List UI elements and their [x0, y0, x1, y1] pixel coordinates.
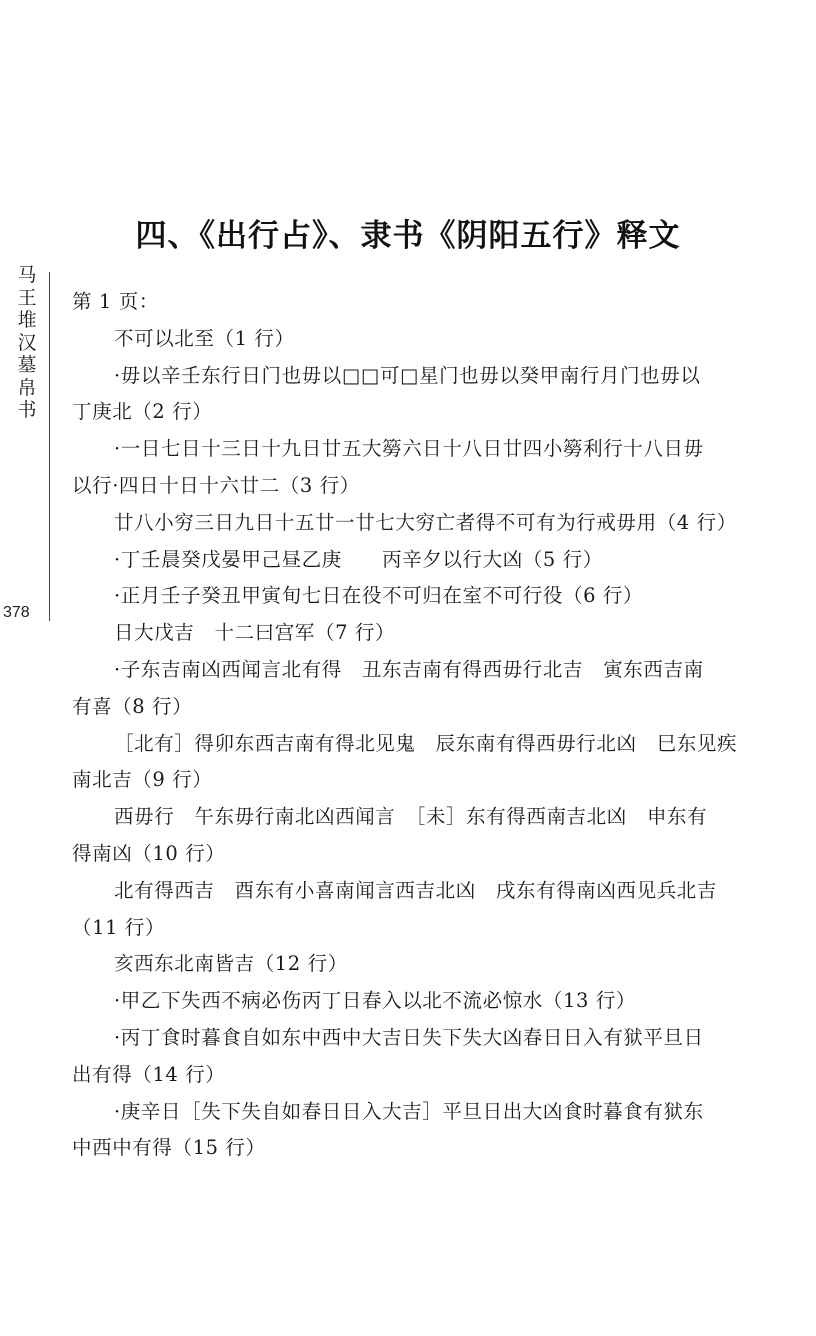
text-line: 有喜（8 行） [72, 694, 193, 718]
text-line: ·一日七日十三日十九日廿五大簩六日十八日廿四小簩利行十八日毋 [114, 437, 704, 461]
running-head-char: 书 [17, 399, 37, 421]
text-line: ·丁壬晨癸戊晏甲己昼乙庚 丙辛夕以行大凶（5 行） [114, 547, 603, 571]
section-title: 四、《出行占》、隶书《阴阳五行》释文 [135, 218, 681, 254]
text-line: ·庚辛日［失下失自如春日日入大吉］平旦日出大凶食时暮食有狱东 [114, 1099, 704, 1123]
text-line: 北有得西吉 酉东有小喜南闻言西吉北凶 戌东有得南凶西见兵北吉 [114, 878, 718, 902]
page-number: 378 [3, 604, 30, 621]
text-line: ·毋以辛壬东行日门也毋以□□可□星门也毋以癸甲南行月门也毋以 [114, 363, 701, 387]
running-head-char: 帛 [17, 376, 37, 399]
text-line: 不可以北至（1 行） [114, 326, 295, 350]
text-line: 以行·四日十日十六廿二（3 行） [72, 473, 360, 497]
text-line: 西毋行 午东毋行南北凶西闻言 ［未］东有得西南吉北凶 申东有 [114, 805, 708, 829]
text-line: 丁庚北（2 行） [72, 400, 213, 424]
text-line: ·正月壬子癸丑甲寅旬七日在役不可归在室不可行役（6 行） [114, 584, 644, 608]
text-line: 出有得（14 行） [72, 1062, 226, 1086]
text-line: （11 行） [72, 915, 166, 939]
text-line: 日大戊吉 十二曰宫军（7 行） [114, 621, 396, 645]
text-line: 得南凶（10 行） [72, 841, 226, 865]
running-head-char: 王 [17, 286, 37, 309]
text-line: 南北吉（9 行） [72, 768, 213, 792]
text-line: ·子东吉南凶西闻言北有得 丑东吉南有得西毋行北吉 寅东西吉南 [114, 657, 704, 681]
text-line: 中西中有得（15 行） [72, 1136, 266, 1160]
margin-rule [49, 272, 50, 621]
text-line: ［北有］得卯东西吉南有得北见鬼 辰东南有得西毋行北凶 巳东见疾 [114, 731, 738, 755]
text-line: 亥西东北南皆吉（12 行） [114, 952, 348, 976]
page-heading: 第 1 页： [72, 290, 159, 313]
transcription-body [72, 284, 790, 1167]
running-head-char: 马 [17, 264, 37, 286]
running-head-char: 墓 [17, 354, 37, 376]
running-head-vertical [14, 264, 40, 422]
text-line: 廿八小穷三日九日十五廿一廿七大穷亡者得不可有为行戒毋用（4 行） [114, 510, 737, 534]
running-head-char: 汉 [17, 331, 37, 354]
text-line: ·丙丁食时暮食自如东中西中大吉日失下失大凶春日日入有狱平旦日 [114, 1025, 704, 1049]
text-line: ·甲乙下失西不病必伤丙丁日春入以北不流必惊水（13 行） [114, 989, 637, 1013]
running-head-char: 堆 [17, 309, 37, 331]
